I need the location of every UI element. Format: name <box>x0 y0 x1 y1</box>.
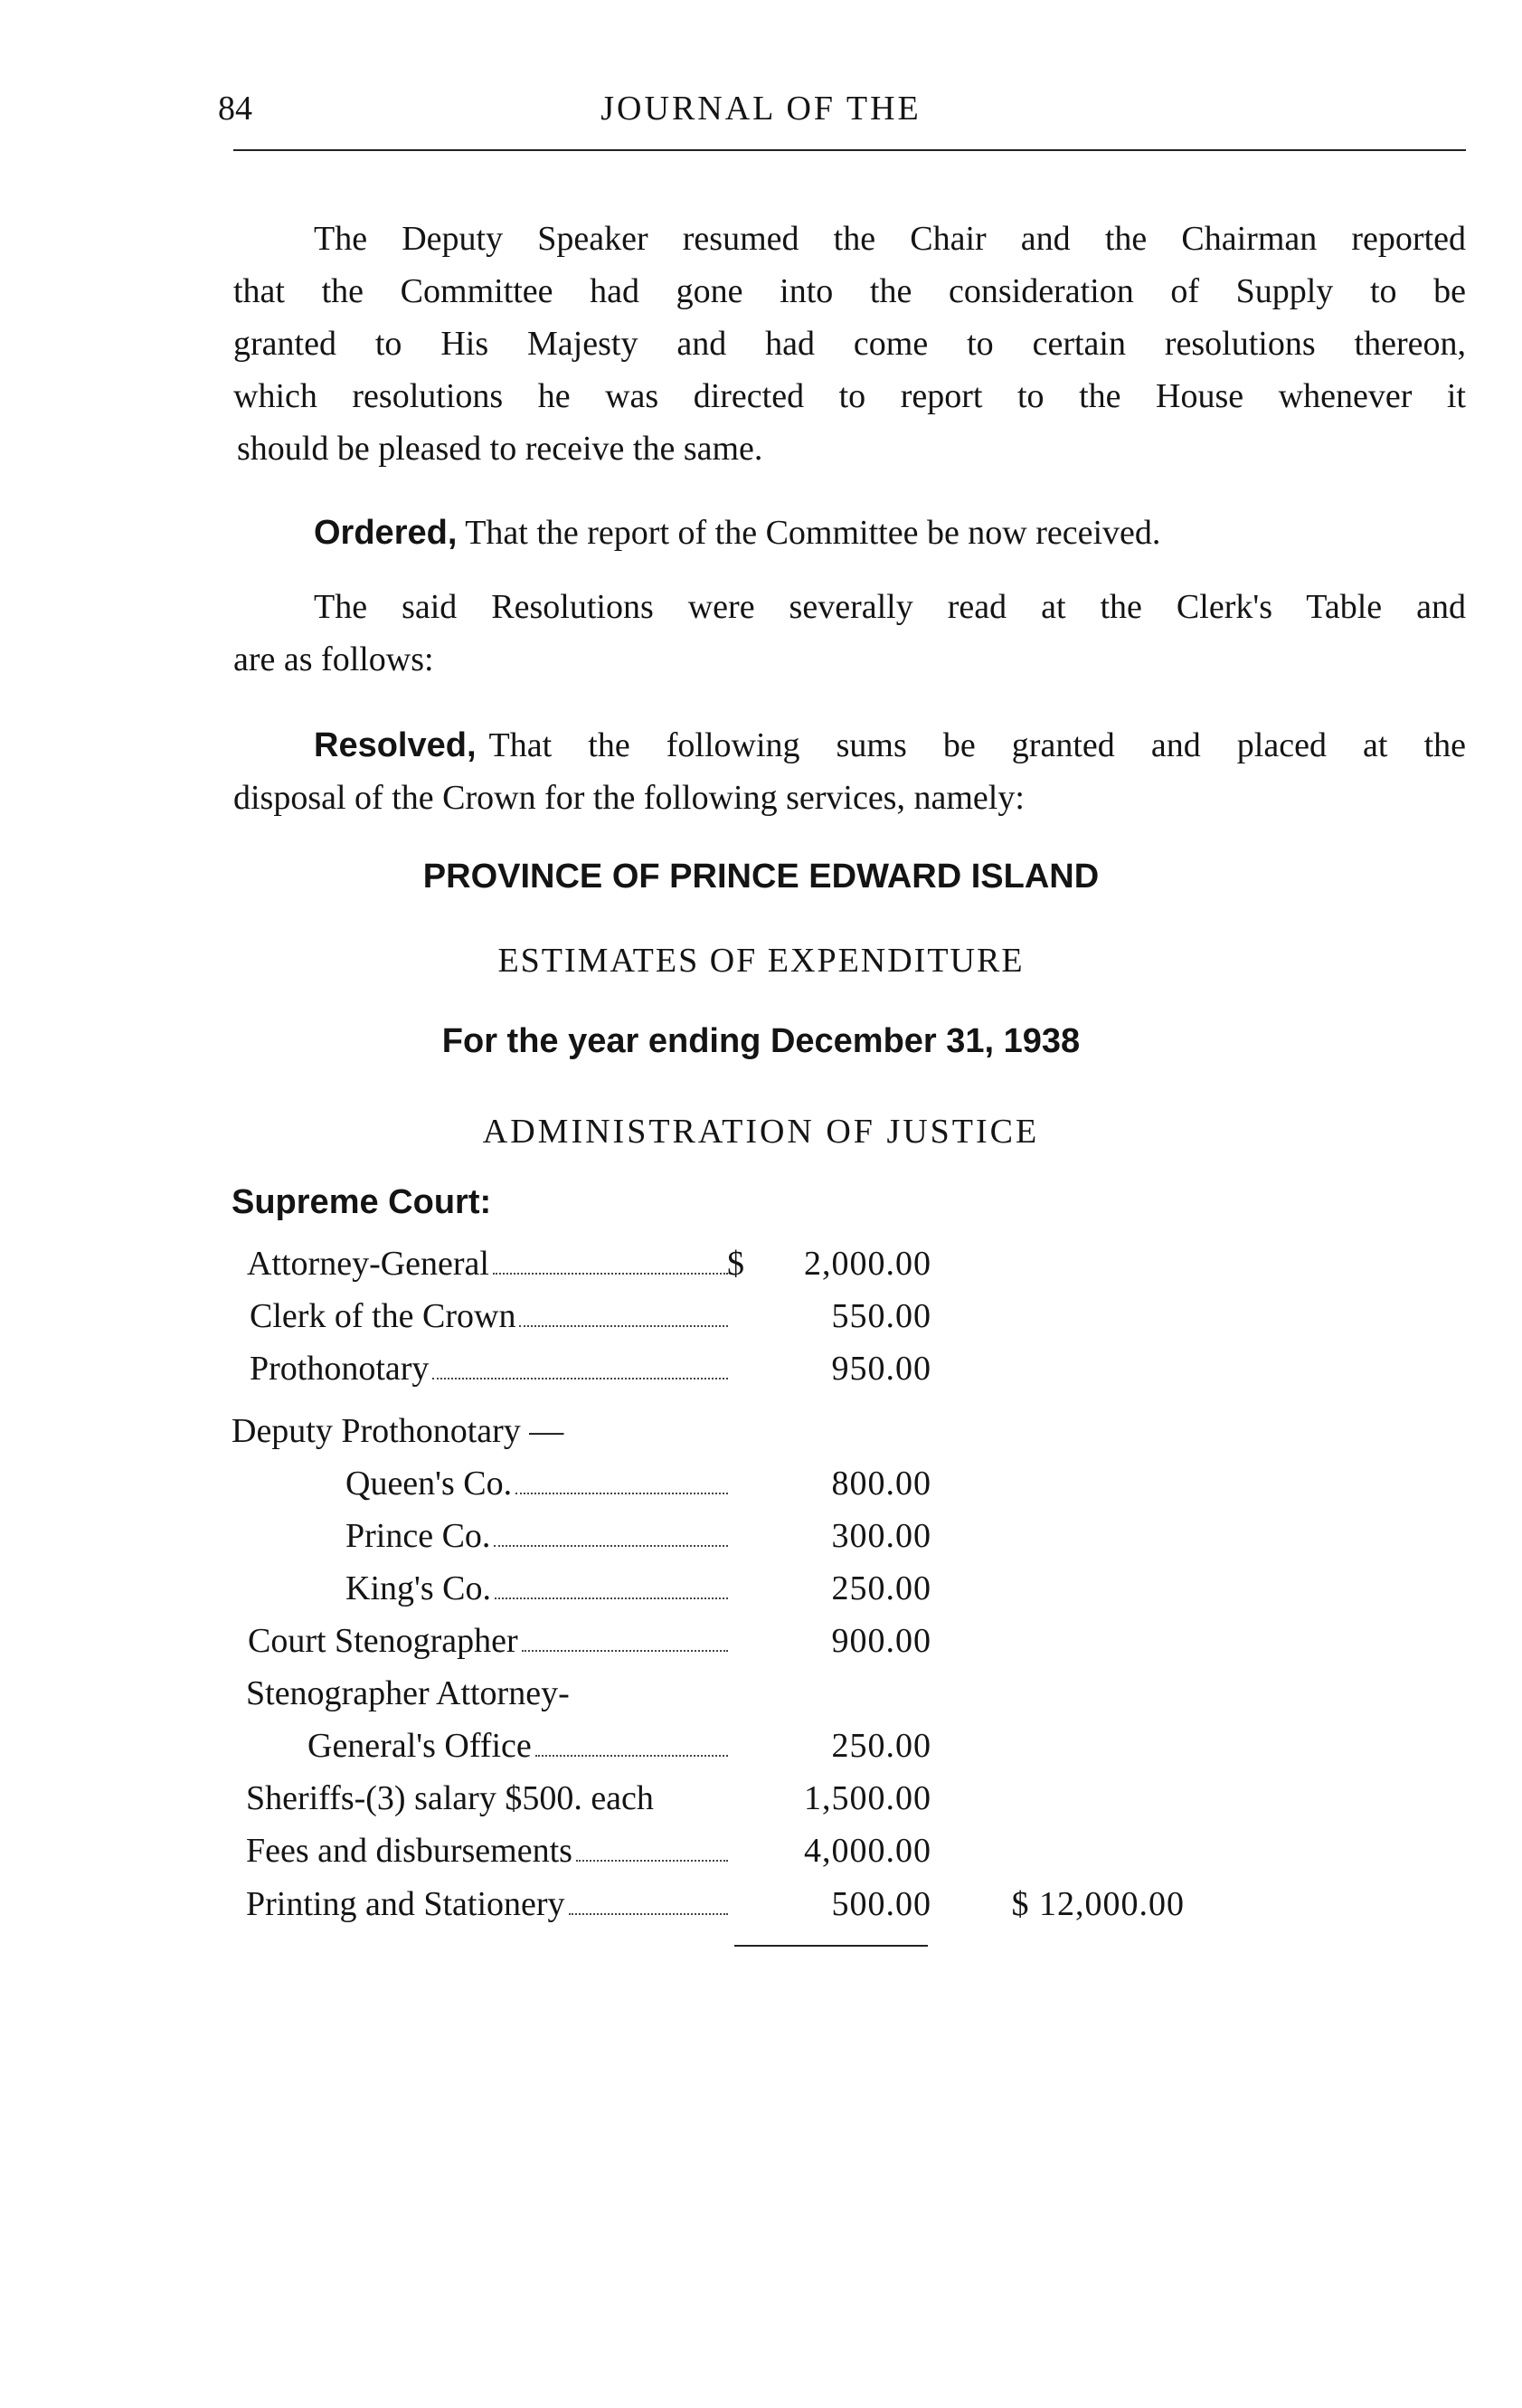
text-line <box>314 719 1466 772</box>
subtotal-rule <box>734 1945 928 1947</box>
text-line: should be pleased to receive the same. <box>237 430 763 468</box>
running-head: JOURNAL OF THE <box>600 90 922 128</box>
table-row-label: Printing and Stationery <box>246 1878 732 1930</box>
table-row-label: Court Stenographer <box>248 1615 732 1667</box>
estimates-heading: ESTIMATES OF EXPENDITURE <box>497 942 1025 980</box>
table-row-label: Stenographer Attorney- <box>246 1674 570 1712</box>
resolved-lead: Resolved, <box>314 726 477 764</box>
paragraph-ordered <box>314 507 1160 559</box>
text-line: which resolutions he was directed to report to the House whenever it <box>233 377 1466 415</box>
table-row-amount: 950.00 <box>831 1350 931 1388</box>
table-row-label: General's Office <box>307 1720 732 1772</box>
table-row-label: Prince Co. <box>345 1510 732 1562</box>
text-line: The said Resolutions were severally read at the Clerk's Table and <box>314 588 1466 626</box>
resolved-text: That the following sums be granted and placed at the <box>488 726 1466 764</box>
table-row-amount: 1,500.00 <box>804 1779 931 1817</box>
table-row-label: Sheriffs-(3) salary $500. each <box>246 1779 654 1817</box>
table-row-amount: 250.00 <box>831 1569 931 1607</box>
text-line: are as follows: <box>233 640 434 678</box>
text-line: The Deputy Speaker resumed the Chair and the Chairman reported <box>314 220 1466 258</box>
table-row-label: Prothonotary <box>250 1342 732 1395</box>
table-row-amount: 4,000.00 <box>804 1832 931 1870</box>
table-row-label: Fees and disbursements <box>246 1825 732 1877</box>
table-row-label: Attorney-General <box>247 1237 732 1290</box>
section-heading: ADMINISTRATION OF JUSTICE <box>482 1113 1040 1151</box>
ordered-text: That the report of the Committee be now received. <box>457 514 1161 552</box>
year-heading: For the year ending December 31, 1938 <box>441 1022 1081 1060</box>
text-line: that the Committee had gone into the consideration of Supply to be <box>233 272 1466 310</box>
table-row-label: Deputy Prothonotary — <box>232 1412 564 1450</box>
table-row-amount: 550.00 <box>831 1297 931 1335</box>
ordered-lead: Ordered, <box>314 514 458 552</box>
table-row-amount: 250.00 <box>831 1727 931 1765</box>
table-row-label: Queen's Co. <box>345 1457 732 1510</box>
table-row-label: King's Co. <box>345 1562 732 1615</box>
table-row-amount: 500.00 <box>831 1885 931 1923</box>
page-number: 84 <box>218 90 252 128</box>
currency-symbol: $ <box>727 1245 744 1283</box>
text-line: granted to His Majesty and had come to certain resolutions thereon, <box>233 325 1466 363</box>
text-line: disposal of the Crown for the following services, namely: <box>233 779 1025 817</box>
table-title: Supreme Court: <box>232 1183 492 1221</box>
table-row-amount: 900.00 <box>831 1622 931 1660</box>
province-heading: PROVINCE OF PRINCE EDWARD ISLAND <box>422 858 1100 896</box>
table-row-amount: 2,000.00 <box>804 1245 931 1283</box>
header-rule <box>233 149 1466 151</box>
table-row-amount: 300.00 <box>831 1517 931 1555</box>
table-row-label: Clerk of the Crown <box>250 1290 732 1342</box>
table-total-amount: $ 12,000.00 <box>1011 1885 1185 1923</box>
table-row-amount: 800.00 <box>831 1465 931 1503</box>
